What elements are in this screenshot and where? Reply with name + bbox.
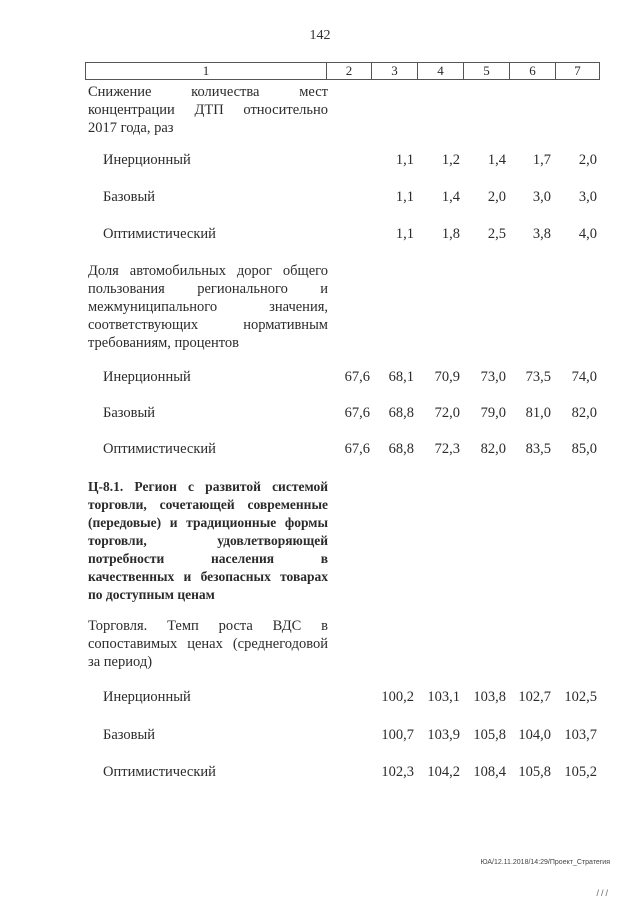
page-number: 142	[309, 28, 331, 43]
value-cell: 1,1	[395, 152, 414, 168]
value-cell: 105,2	[564, 764, 597, 780]
scenario-label: Базовый	[103, 727, 156, 743]
value-cell: 100,2	[381, 689, 414, 705]
value-cell: 1,8	[441, 226, 460, 242]
value-cell: 1,4	[441, 189, 460, 205]
value-cell: 103,1	[427, 689, 460, 705]
footer-reference: ЮА/12.11.2018/14:29/Проект_Стратегия	[480, 859, 610, 866]
table-row	[88, 368, 603, 392]
value-cell: 103,9	[427, 727, 460, 743]
value-cell: 2,0	[578, 152, 597, 168]
value-cell: 85,0	[571, 441, 597, 457]
column-header-3: 3	[371, 63, 417, 79]
scenario-label: Оптимистический	[103, 441, 216, 457]
value-cell: 3,8	[532, 226, 551, 242]
value-cell: 1,2	[441, 152, 460, 168]
column-header-2: 2	[326, 63, 371, 79]
value-cell: 102,5	[564, 689, 597, 705]
value-cell: 104,2	[427, 764, 460, 780]
value-cell: 82,0	[571, 405, 597, 421]
value-cell: 81,0	[525, 405, 551, 421]
value-cell: 103,7	[564, 727, 597, 743]
scenario-label: Инерционный	[103, 369, 191, 385]
column-header-7: 7	[555, 63, 599, 79]
column-header-4: 4	[417, 63, 463, 79]
value-cell: 108,4	[473, 764, 506, 780]
indicator-title: Торговля. Темп роста ВДС в сопоставимых ценах (среднегодовой за период)	[88, 618, 328, 670]
value-cell: 1,1	[395, 226, 414, 242]
indicator-title: Доля автомобильных дорог общего пользования регионального и межмуниципального значения, соответствующих нормативным требованиям, процентов	[88, 263, 328, 351]
value-cell: 1,7	[532, 152, 551, 168]
value-cell: 104,0	[518, 727, 551, 743]
table-row	[88, 763, 603, 787]
value-cell: 3,0	[532, 189, 551, 205]
scenario-label: Оптимистический	[103, 226, 216, 242]
table-row	[88, 688, 603, 712]
value-cell: 3,0	[578, 189, 597, 205]
scenario-label: Базовый	[103, 189, 156, 205]
indicator-title: Снижение количества мест концентрации ДТП относительно 2017 года, раз	[88, 84, 328, 136]
value-cell: 73,0	[480, 369, 506, 385]
column-header-6: 6	[509, 63, 555, 79]
value-cell: 2,5	[487, 226, 506, 242]
value-cell: 74,0	[571, 369, 597, 385]
value-cell: 67,6	[344, 369, 370, 385]
value-cell: 67,6	[344, 405, 370, 421]
value-cell: 68,8	[388, 405, 414, 421]
value-cell: 82,0	[480, 441, 506, 457]
table-column-header	[85, 62, 600, 80]
footer-marks: ///	[596, 888, 610, 898]
value-cell: 73,5	[525, 369, 551, 385]
value-cell: 102,7	[518, 689, 551, 705]
value-cell: 105,8	[518, 764, 551, 780]
value-cell: 103,8	[473, 689, 506, 705]
value-cell: 105,8	[473, 727, 506, 743]
goal-heading: Ц-8.1. Регион с развитой системой торговли, сочетающей современные (передовые) и традиционные формы торговли, удовлетворяющей потребности населения в качественных и безопасных товарах по доступным ценам	[88, 479, 328, 602]
scenario-label: Базовый	[103, 405, 156, 421]
value-cell: 67,6	[344, 441, 370, 457]
table-row	[88, 440, 603, 464]
value-cell: 100,7	[381, 727, 414, 743]
value-cell: 1,4	[487, 152, 506, 168]
value-cell: 68,8	[388, 441, 414, 457]
value-cell: 72,3	[434, 441, 460, 457]
value-cell: 72,0	[434, 405, 460, 421]
scenario-label: Инерционный	[103, 689, 191, 705]
value-cell: 1,1	[395, 189, 414, 205]
value-cell: 4,0	[578, 226, 597, 242]
column-header-1: 1	[202, 63, 210, 78]
scenario-label: Инерционный	[103, 152, 191, 168]
value-cell: 68,1	[388, 369, 414, 385]
value-cell: 70,9	[434, 369, 460, 385]
table-row	[88, 151, 603, 175]
value-cell: 102,3	[381, 764, 414, 780]
column-header-5: 5	[463, 63, 509, 79]
scenario-label: Оптимистический	[103, 764, 216, 780]
table-row	[88, 404, 603, 428]
value-cell: 83,5	[525, 441, 551, 457]
value-cell: 2,0	[487, 189, 506, 205]
table-row	[88, 726, 603, 750]
table-row	[88, 188, 603, 212]
table-row	[88, 225, 603, 249]
value-cell: 79,0	[480, 405, 506, 421]
